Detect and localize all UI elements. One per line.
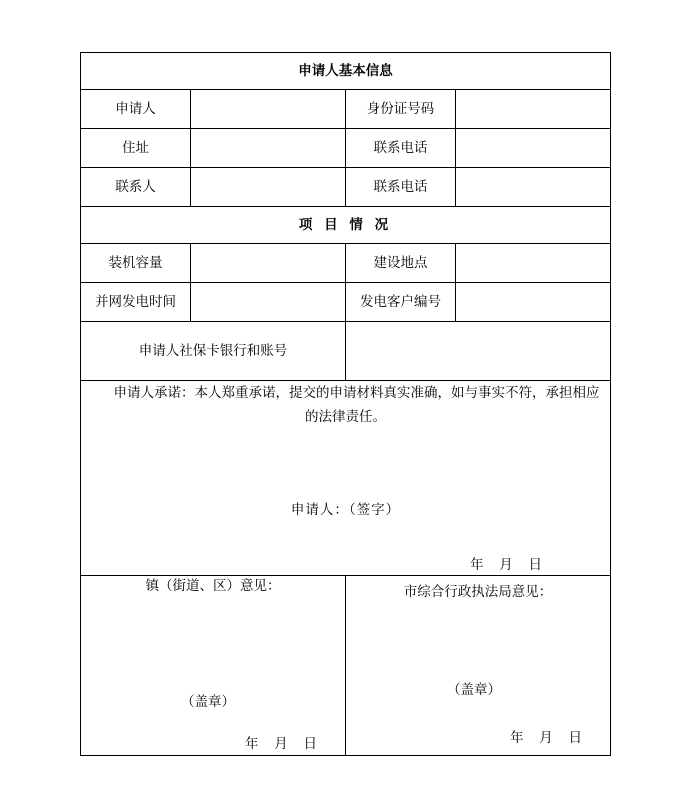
label-grid-connection-time: 并网发电时间 [81,283,191,322]
label-contact-person: 联系人 [81,168,191,207]
project-info-title: 项 目 情 况 [81,207,611,244]
section-header-row [81,53,611,90]
promise-row [81,381,611,576]
label-id-number: 身份证号码 [346,90,456,129]
field-phone-1[interactable] [456,129,611,168]
table-row [81,129,611,168]
bureau-date-label[interactable]: 年 月 日 [509,730,588,746]
promise-text-line-2: 的法律责任。 [305,408,386,424]
label-capacity: 装机容量 [81,244,191,283]
label-construction-site: 建设地点 [346,244,456,283]
field-id-number[interactable] [456,90,611,129]
table-row [81,322,611,381]
applicant-info-title: 申请人基本信息 [81,53,611,90]
town-opinion-title: 镇（街道、区）意见： [145,577,281,593]
field-grid-connection-time[interactable] [191,283,346,322]
applicant-date-label[interactable]: 年 月 日 [469,556,548,572]
field-phone-2[interactable] [456,168,611,207]
field-construction-site[interactable] [456,244,611,283]
table-row [81,90,611,129]
bureau-opinion-title: 市综合行政执法局意见： [403,583,553,599]
label-address: 住址 [81,129,191,168]
field-applicant-name[interactable] [191,90,346,129]
table-row [81,244,611,283]
application-form-table [80,52,611,756]
promise-section [81,381,611,576]
field-customer-number[interactable] [456,283,611,322]
town-seal-label[interactable]: （盖章） [181,694,235,709]
promise-text-line-1: 申请人承诺：本人郑重承诺，提交的申请材料真实准确，如与事实不符，承担相应 [113,385,600,400]
town-opinion-section [81,575,346,755]
label-phone-1: 联系电话 [346,129,456,168]
town-date-label[interactable]: 年 月 日 [244,736,323,752]
label-applicant-name: 申请人 [81,90,191,129]
applicant-signature-label[interactable]: 申请人：（签字） [290,502,401,518]
field-address[interactable] [191,129,346,168]
label-phone-2: 联系电话 [346,168,456,207]
field-bank-account[interactable] [346,322,611,381]
section-header-row [81,207,611,244]
label-customer-number: 发电客户编号 [346,283,456,322]
field-contact-person[interactable] [191,168,346,207]
opinion-row [81,575,611,755]
label-bank-account: 申请人社保卡银行和账号 [81,322,346,381]
bureau-seal-label[interactable]: （盖章） [447,682,501,697]
table-row [81,168,611,207]
table-row [81,283,611,322]
application-form-page [80,52,610,756]
bureau-opinion-section [346,575,611,755]
field-capacity[interactable] [191,244,346,283]
